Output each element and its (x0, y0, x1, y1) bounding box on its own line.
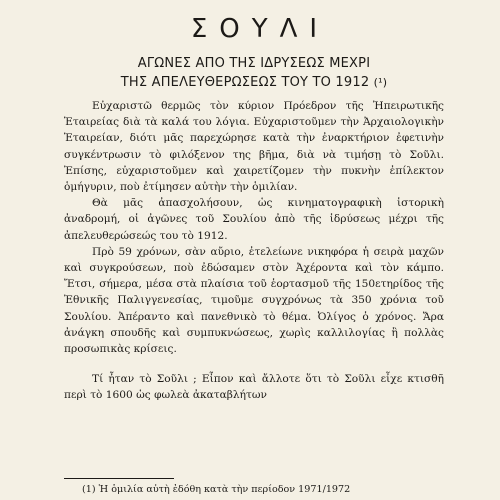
paragraph: Πρὸ 59 χρόνων, σὰν αὔριο, ἐτελείωνε νικηφόρα ἡ σειρὰ μαχῶν καὶ συγκρούσεων, ποὺ ἐδώσαμεν στὸν Ἀχέροντα καὶ τὸν κάμπο. Ἔτσι, σήμερα, μέσα στὰ πλαίσια τοῦ ἑορτασμοῦ τῆς 150ετηρίδος τῆς Ἐθνικῆς Παλιγγενεσίας, τιμοῦμε συγχρόνως τὰ 350 χρόνια τοῦ Σουλίου. Ἀπέραντο καὶ πανεθνικὸ τὸ θέμα. Ὀλίγος ὁ χρόνος. Ἄρα ἀνάγκη σπουδῆς καὶ συμπυκνώσεως, χωρὶς καλλιλογίας ἢ πολλὰς προσωπικὰς κρίσεις. (64, 245, 444, 356)
footnote-divider (64, 478, 174, 479)
page-subtitle (64, 54, 444, 92)
subtitle-line-2 (64, 73, 444, 92)
paragraph: Εὐχαριστῶ θερμῶς τὸν κύριον Πρόεδρον τῆς Ἠπειρωτικῆς Ἑταιρείας διὰ τὰ καλά του λόγια. Εὐχαριστοῦμεν τὴν Ἀρχαιολογικὴν Ἑταιρείαν, διότι μᾶς παρεχώρησε κατὰ τὴν ἐναρκτήριον ἐφετινὴν συγκέντρωσιν τὸ φιλόξενον της βῆμα, διὰ νὰ τιμήσῃ τὸ Σοῦλι. Ἐπίσης, εὐχαριστοῦμεν καὶ χαιρετίζομεν τὴν πυκνὴν ἐπίλεκτον ὁμήγυριν, ποὺ ἐτίμησεν αὐτὴν τὴν ὁμιλίαν. (64, 100, 444, 194)
page-title: ΣΟΥΛΙ (190, 14, 330, 44)
subtitle-line-2-text: ΤΗΣ ΑΠΕΛΕΥΘΕΡΩΣΕΩΣ ΤΟΥ ΤΟ 1912 (120, 75, 370, 90)
footnote-marker: (¹) (373, 76, 388, 89)
paragraph: Τί ἦταν τὸ Σοῦλι ; Εἶπον καὶ ἄλλοτε ὅτι τὸ Σοῦλι εἶχε κτισθῆ περὶ τὸ 1600 ὡς φωλεὰ ἀκαταβλήτων (64, 373, 444, 402)
paragraph: Θὰ μᾶς ἀπασχολήσουν, ὡς κινηματογραφικὴ ἱστορικὴ ἀναδρομή, οἱ ἀγῶνες τοῦ Σουλίου ἀπὸ τῆς ἱδρύσεως μέχρι τῆς ἀπελευθερώσεώς του τὸ 1912. (64, 197, 444, 242)
footnote: (1) Ἡ ὁμιλία αὐτὴ ἐδόθη κατὰ τὴν περίοδον 1971/1972 (82, 484, 351, 495)
body-text (64, 98, 444, 404)
subtitle-line-1: ΑΓΩΝΕΣ ΑΠΟ ΤΗΣ ΙΔΡΥΣΕΩΣ ΜΕΧΡΙ (137, 56, 371, 71)
